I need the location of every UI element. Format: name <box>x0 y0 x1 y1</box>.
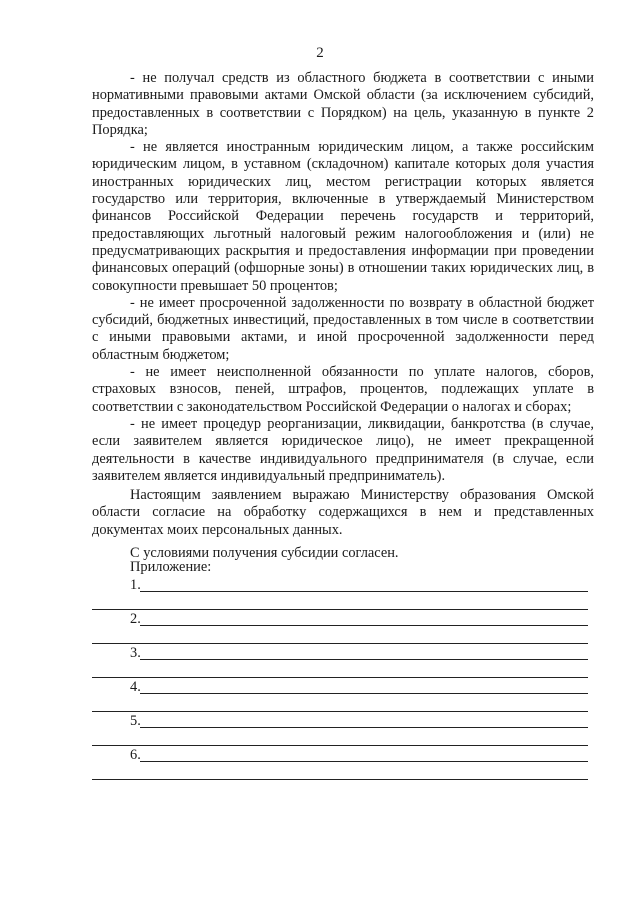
attachment-row-2 <box>92 610 592 644</box>
attachment-fill-line[interactable] <box>140 659 588 660</box>
attachment-fill-line[interactable] <box>140 591 588 592</box>
paragraph-conditions-agreement: С условиями получения субсидии согласен. <box>130 545 399 562</box>
attachment-fill-line[interactable] <box>140 761 588 762</box>
attachment-row-6 <box>92 746 592 780</box>
attachment-row-3 <box>92 644 592 678</box>
attachment-fill-line[interactable] <box>140 625 588 626</box>
attachment-fill-line-continued[interactable] <box>92 779 588 780</box>
attachment-row-4 <box>92 678 592 712</box>
paragraph-not-foreign-entity: - не является иностранным юридическим лицом, а также российским юридическим лицом, в уставном (складочном) капитале которых доля участия иностранных юридических лиц, местом регистрации которых является государство или территория, включенные в утверждаемый Министерством финансов Российской Федерации перечень государств и территорий, предоставляющих льготный налоговый режим налогообложения и (или) не предусматривающих раскрытия и предоставления информации при проведении финансовых операций (офшорные зоны) в отношении таких юридических лиц, в совокупности превышает 50 процентов; <box>92 139 594 294</box>
paragraph-personal-data-consent: Настоящим заявлением выражаю Министерству образования Омской области согласие на обработку содержащихся в нем и представленных документах моих персональных данных. <box>92 487 594 538</box>
attachment-number: 3. <box>130 645 141 661</box>
paragraph-no-other-budget-funds: - не получал средств из областного бюджета в соответствии с иными нормативными правовыми актами Омской области (за исключением субсидий, предоставленных в соответствии с Порядком) на цель, указанную в пункте 2 Порядка; <box>92 70 594 138</box>
attachment-number: 6. <box>130 747 141 763</box>
attachment-row-5 <box>92 712 592 746</box>
attachment-number: 1. <box>130 577 141 593</box>
attachment-number: 4. <box>130 679 141 695</box>
attachment-number: 5. <box>130 713 141 729</box>
paragraph-no-reorganization: - не имеет процедур реорганизации, ликвидации, банкротства (в случае, если заявителем является юридическое лицо), не имеет прекращенной деятельности в качестве индивидуального предпринимателя (в случае, если заявителем является индивидуальный предприниматель). <box>92 415 594 484</box>
attachment-number: 2. <box>130 611 141 627</box>
attachments-title: Приложение: <box>130 559 212 575</box>
paragraph-no-overdue-debt: - не имеет просроченной задолженности по возврату в областной бюджет субсидий, бюджетных инвестиций, предоставленных в том числе в соответствии с иными правовыми актами, и иной просроченной задолженности перед областным бюджетом; <box>92 294 594 363</box>
attachment-fill-line[interactable] <box>140 727 588 728</box>
paragraph-no-tax-arrears: - не имеет неисполненной обязанности по уплате налогов, сборов, страховых взносов, пеней, штрафов, процентов, подлежащих уплате в соответствии с законодательством Российской Федерации о налогах и сборах; <box>92 364 594 415</box>
document-body <box>92 70 594 562</box>
attachment-row-1 <box>92 576 592 610</box>
attachment-fill-line[interactable] <box>140 693 588 694</box>
page-number: 2 <box>316 45 324 61</box>
